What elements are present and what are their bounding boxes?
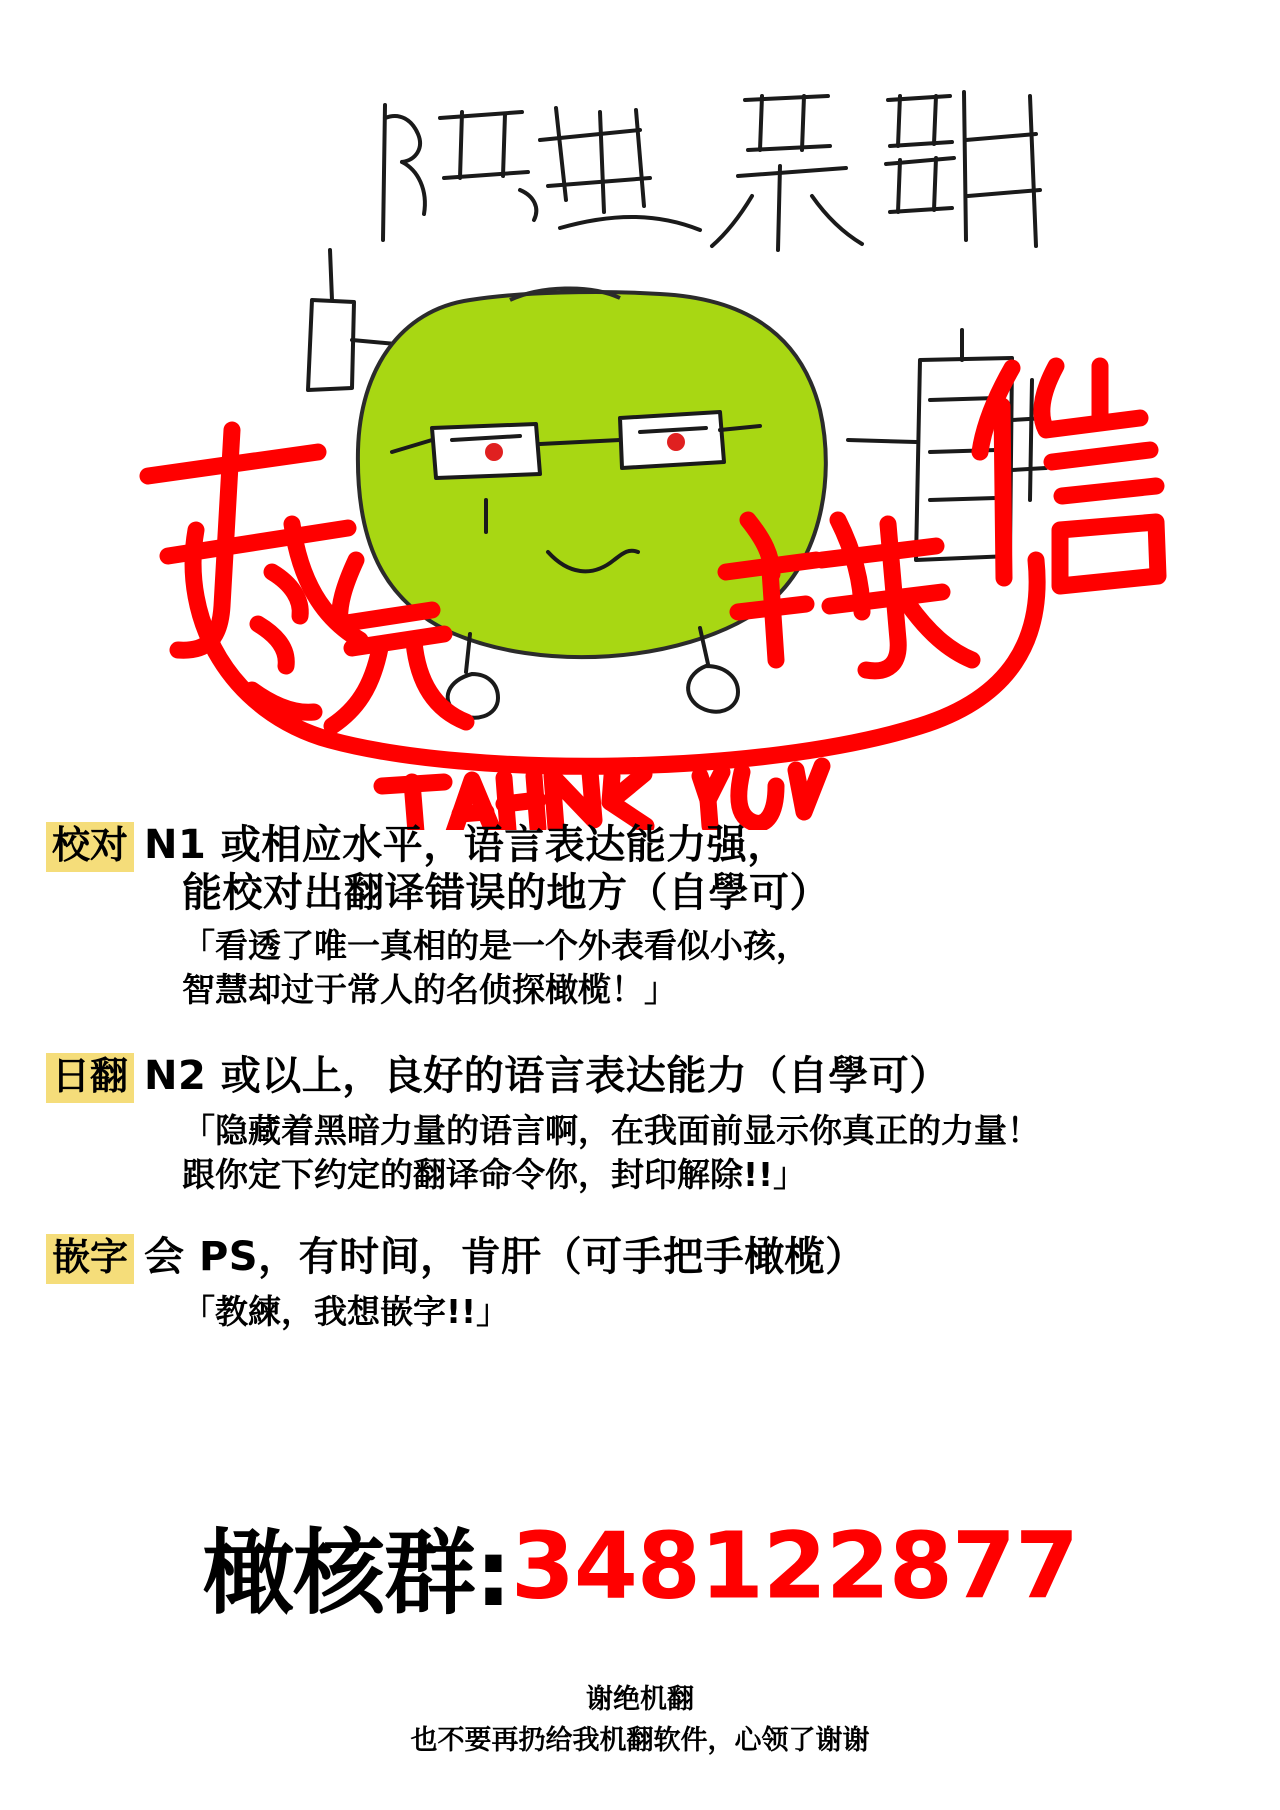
role-quote-line1: 「看透了唯一真相的是一个外表看似小孩， xyxy=(182,925,809,965)
role-block-translator xyxy=(0,1051,1280,1198)
role-head xyxy=(46,1051,1240,1103)
role-quote-line1: 「隐藏着黑暗力量的语言啊，在我面前显示你真正的力量！ xyxy=(182,1110,1040,1150)
role-block-proofreader xyxy=(0,820,1280,1013)
role-quote-line2: 跟你定下约定的翻译命令你，封印解除!!」 xyxy=(182,1155,807,1195)
role-requirement-line2: 能校对出翻译错误的地方（自學可） xyxy=(182,869,830,916)
role-block-typesetter xyxy=(0,1232,1280,1334)
role-head xyxy=(46,1232,1240,1284)
role-requirement-line1: N1 或相应水平，语言表达能力强， xyxy=(144,822,788,868)
role-quote-line2: 智慧却过于常人的名侦探橄榄！」 xyxy=(182,970,677,1010)
qq-group-line xyxy=(0,1500,1280,1632)
role-quote xyxy=(46,1109,1240,1198)
role-tag-typesetter: 嵌字 xyxy=(46,1234,134,1284)
role-quote xyxy=(46,924,1240,1013)
role-quote xyxy=(46,1290,1240,1335)
role-head xyxy=(46,820,1240,872)
qq-group-number: 348122877 xyxy=(510,1512,1078,1620)
role-tag-proofreader: 校对 xyxy=(46,822,134,872)
role-quote-line1: 「教練，我想嵌字!!」 xyxy=(182,1291,510,1331)
recruitment-section xyxy=(0,820,1280,1348)
footer-line-1: 谢绝机翻 xyxy=(586,1684,694,1715)
footer-notes xyxy=(0,1680,1280,1761)
role-requirement-line1: N2 或以上，良好的语言表达能力（自學可） xyxy=(144,1052,950,1099)
role-tag-translator: 日翻 xyxy=(46,1053,134,1103)
illustration-area xyxy=(0,0,1280,830)
red-word-chang-icon xyxy=(980,366,1158,586)
footer-line-2: 也不要再扔给我机翻软件，心领了谢谢 xyxy=(410,1724,870,1756)
qq-group-label: 橄核群: xyxy=(202,1520,511,1627)
handwritten-title-icon xyxy=(383,92,1040,250)
role-requirement-line1: 会 PS，有时间，肯肝（可手把手橄榄） xyxy=(144,1233,866,1280)
